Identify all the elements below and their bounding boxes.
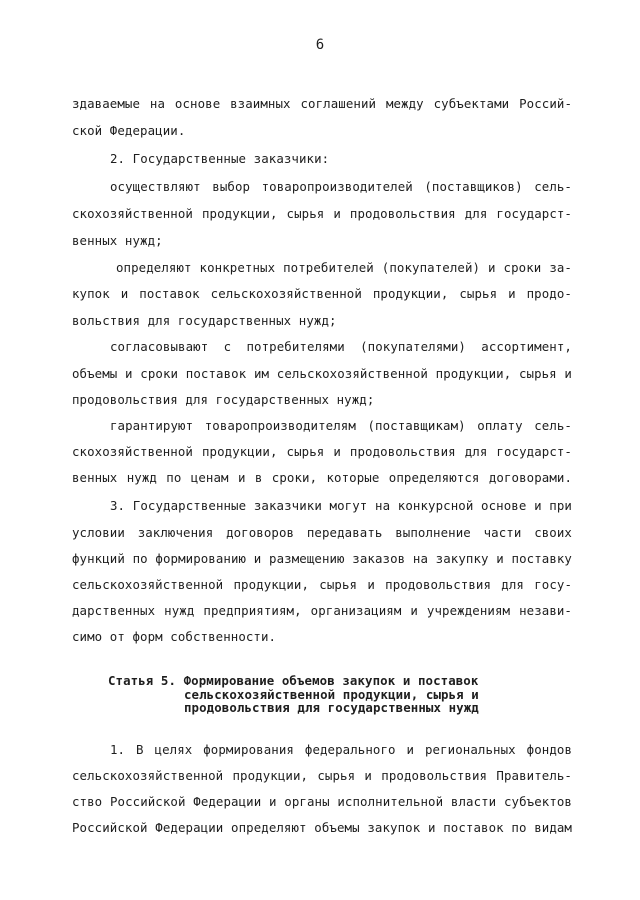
text-line: гарантируют товаропроизводителям (поставщикам) оплату сель- xyxy=(110,418,572,433)
text-line: скохозяйственной продукции, сырья и продовольствия для государст- xyxy=(72,444,572,459)
text-line: вольствия для государственных нужд; xyxy=(72,313,337,328)
page-number: 6 xyxy=(315,37,325,53)
text-line: скохозяйственной продукции, сырья и продовольствия для государст- xyxy=(72,206,572,221)
text-line: купок и поставок сельскохозяйственной продукции, сырья и продо- xyxy=(72,286,572,301)
text-line: дарственных нужд предприятиям, организациям и учреждениям незави- xyxy=(72,603,572,618)
text-line: 2. Государственные заказчики: xyxy=(110,151,330,166)
text-line: продовольствия для государственных нужд; xyxy=(72,392,375,407)
text-line: согласовывают с потребителями (покупателями) ассортимент, xyxy=(110,339,572,354)
text-line: 3. Государственные заказчики могут на конкурсной основе и при xyxy=(110,498,572,513)
article-heading-line: продовольствия для государственных нужд xyxy=(184,700,479,715)
text-line: ство Российской Федерации и органы исполнительной власти субъектов xyxy=(72,794,572,809)
text-line: осуществляют выбор товаропроизводителей (поставщиков) сель- xyxy=(110,179,572,194)
text-line: сельскохозяйственной продукции, сырья и продовольствия Правитель- xyxy=(72,768,572,783)
text-line: Российской Федерации определяют объемы закупок и поставок по видам xyxy=(72,820,572,835)
text-line: ской Федерации. xyxy=(72,123,186,138)
text-line: симо от форм собственности. xyxy=(72,629,277,644)
text-line: венных нужд по ценам и в сроки, которые определяются договорами. xyxy=(72,470,572,485)
text-line: условии заключения договоров передавать выполнение части своих xyxy=(72,525,572,540)
article-heading-line: Статья 5. Формирование объемов закупок и поставок xyxy=(108,673,479,688)
text-line: объемы и сроки поставок им сельскохозяйственной продукции, сырья и xyxy=(72,366,572,381)
text-line: функций по формированию и размещению заказов на закупку и поставку xyxy=(72,551,572,566)
text-line: сельскохозяйственной продукции, сырья и продовольствия для госу- xyxy=(72,577,572,592)
text-line: определяют конкретных потребителей (покупателей) и сроки за- xyxy=(116,260,572,275)
text-line: здаваемые на основе взаимных соглашений между субъектами Россий- xyxy=(72,96,572,111)
article-heading-line: сельскохозяйственной продукции, сырья и xyxy=(184,687,479,702)
text-line: венных нужд; xyxy=(72,233,163,248)
text-line: 1. В целях формирования федерального и региональных фондов xyxy=(110,742,572,757)
